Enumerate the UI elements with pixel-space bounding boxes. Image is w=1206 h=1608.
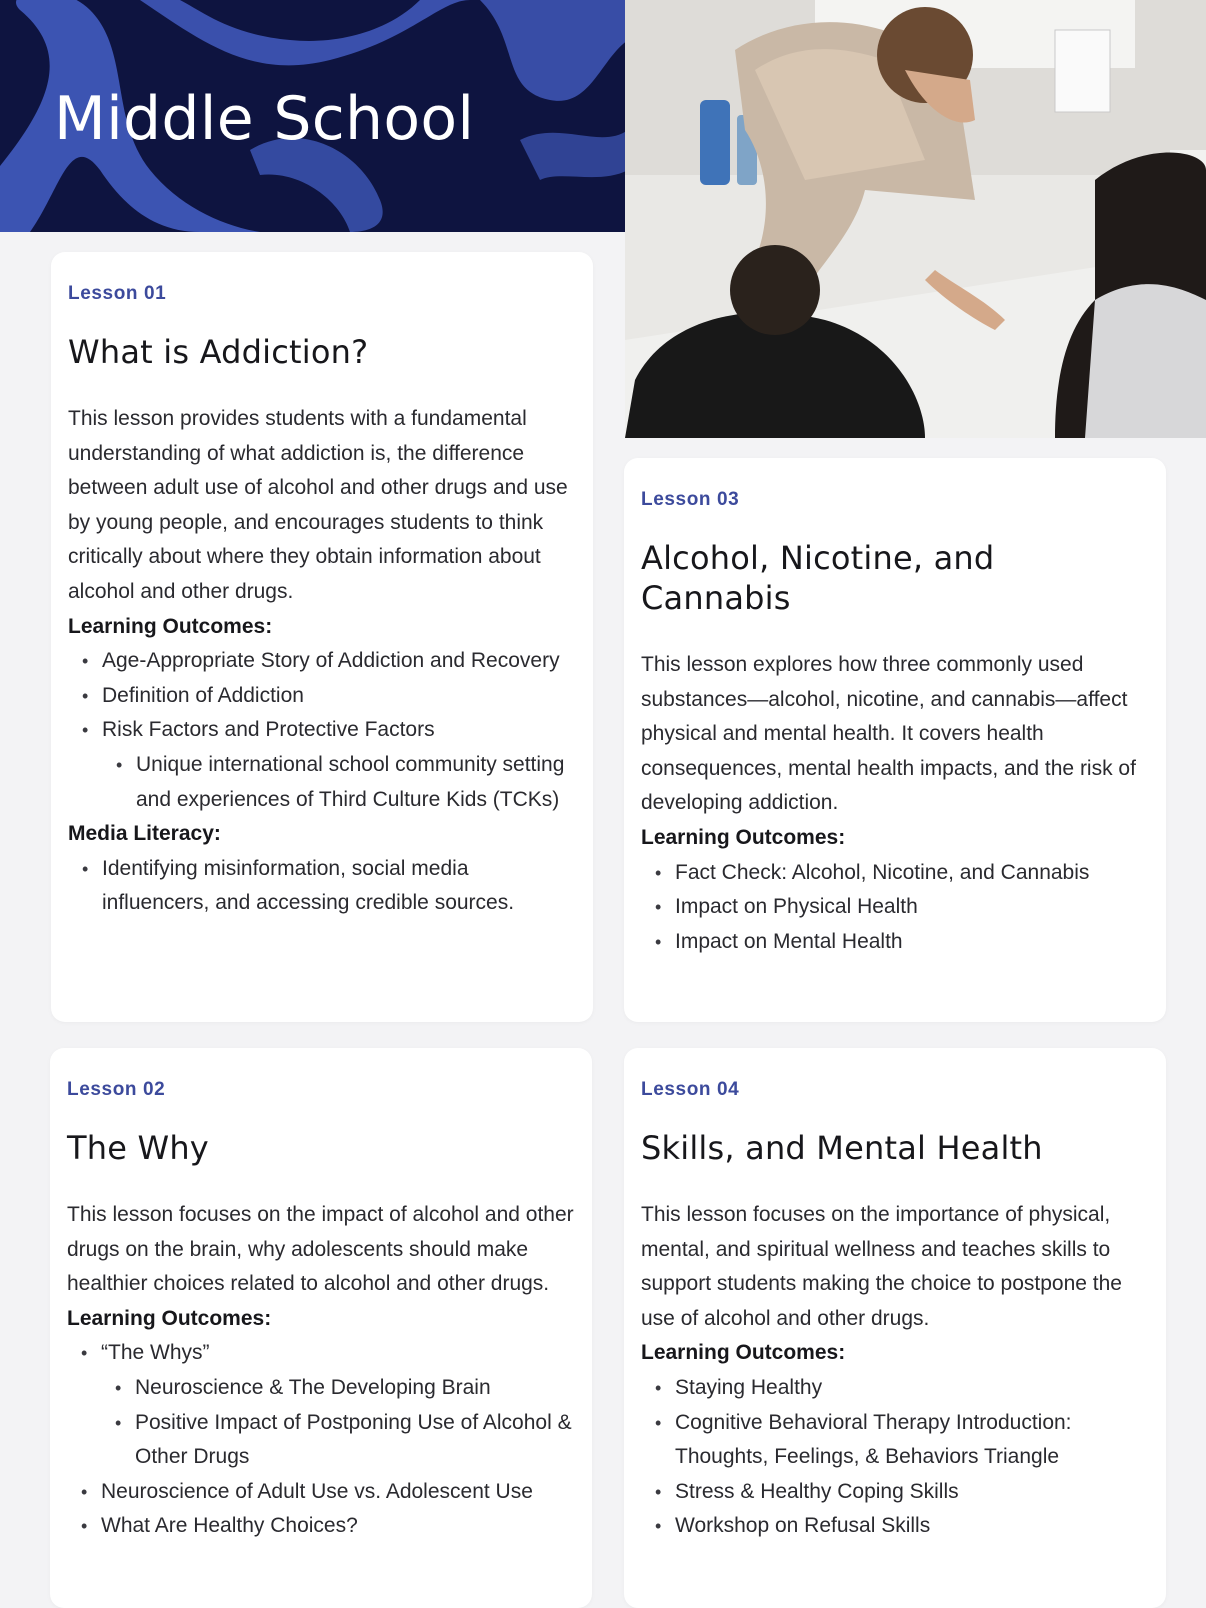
lesson-description: This lesson provides students with a fundamental understanding of what addiction is, the difference between adult use of alcohol and other drugs and use by young people, and encourages students to think critically about where they obtain information about alcohol and other drugs. xyxy=(68,407,568,603)
list-item: • Impact on Physical Health xyxy=(641,890,1148,925)
list-item: • Staying Healthy xyxy=(641,1371,1148,1406)
bullet-icon: • xyxy=(82,651,89,672)
lesson-number: Lesson 04 xyxy=(641,1079,740,1100)
media-literacy-list xyxy=(68,852,575,921)
bullet-icon: • xyxy=(655,897,662,918)
list-item: • Cognitive Behavioral Therapy Introduction: Thoughts, Feelings, & Behaviors Triangle xyxy=(641,1406,1148,1475)
list-item: • Positive Impact of Postponing Use of Alcohol & Other Drugs xyxy=(67,1406,574,1475)
bullet-icon: • xyxy=(82,685,89,706)
list-item: • Fact Check: Alcohol, Nicotine, and Cannabis xyxy=(641,856,1148,891)
hero-banner xyxy=(0,0,628,232)
learning-outcomes-label: Learning Outcomes: xyxy=(68,614,273,638)
bullet-icon: • xyxy=(81,1343,88,1364)
list-item: • Definition of Addiction xyxy=(68,679,575,714)
lesson-card-03 xyxy=(624,458,1166,1022)
lesson-title: Skills, and Mental Health xyxy=(641,1129,1043,1167)
lesson-card-04 xyxy=(624,1048,1166,1608)
list-item: • What Are Healthy Choices? xyxy=(67,1509,574,1544)
lesson-description: This lesson focuses on the impact of alcohol and other drugs on the brain, why adolescents should make healthier choices related to alcohol and other drugs. xyxy=(67,1203,574,1296)
bullet-icon: • xyxy=(116,754,123,775)
lesson-description: This lesson explores how three commonly used substances—alcohol, nicotine, and cannabis—affect physical and mental health. It covers health consequences, mental health impacts, and the risk of developing addiction. xyxy=(641,653,1136,815)
lesson-title: The Why xyxy=(67,1129,209,1167)
bullet-icon: • xyxy=(115,1377,122,1398)
learning-outcomes-list xyxy=(67,1336,574,1544)
learning-outcomes-label: Learning Outcomes: xyxy=(67,1306,272,1330)
list-item: • Unique international school community setting and experiences of Third Culture Kids (TCKs) xyxy=(68,748,575,817)
page-title: Middle School xyxy=(54,84,475,154)
lesson-number: Lesson 01 xyxy=(68,283,167,304)
learning-outcomes-label: Learning Outcomes: xyxy=(641,825,846,849)
learning-outcomes-list xyxy=(68,644,575,817)
lesson-card-01 xyxy=(51,252,593,1022)
list-item: • Risk Factors and Protective Factors xyxy=(68,713,575,748)
lesson-description: This lesson focuses on the importance of physical, mental, and spiritual wellness and teaches skills to support students making the choice to postpone the use of alcohol and other drugs. xyxy=(641,1203,1122,1330)
bullet-icon: • xyxy=(82,858,89,879)
bullet-icon: • xyxy=(655,1516,662,1537)
bullet-icon: • xyxy=(81,1516,88,1537)
list-item: • Neuroscience & The Developing Brain xyxy=(67,1371,574,1406)
list-item: • Stress & Healthy Coping Skills xyxy=(641,1475,1148,1510)
learning-outcomes-label: Learning Outcomes: xyxy=(641,1341,846,1365)
list-item: • Impact on Mental Health xyxy=(641,925,1148,960)
bullet-icon: • xyxy=(115,1412,122,1433)
learning-outcomes-list xyxy=(641,1371,1148,1544)
bullet-icon: • xyxy=(655,1481,662,1502)
list-item: • Identifying misinformation, social media influencers, and accessing credible sources. xyxy=(68,852,575,921)
bullet-icon: • xyxy=(655,1377,662,1398)
lesson-title: Alcohol, Nicotine, and Cannabis xyxy=(641,539,995,617)
lesson-number: Lesson 03 xyxy=(641,489,740,510)
bullet-icon: • xyxy=(655,1412,662,1433)
list-item: • “The Whys” xyxy=(67,1336,574,1371)
bullet-icon: • xyxy=(655,862,662,883)
learning-outcomes-list xyxy=(641,856,1148,960)
bullet-icon: • xyxy=(82,720,89,741)
lesson-title: What is Addiction? xyxy=(68,333,369,371)
bullet-icon: • xyxy=(81,1481,88,1502)
classroom-photo xyxy=(625,0,1206,438)
list-item: • Neuroscience of Adult Use vs. Adolescent Use xyxy=(67,1475,574,1510)
lesson-card-02 xyxy=(50,1048,592,1608)
list-item: • Age-Appropriate Story of Addiction and Recovery xyxy=(68,644,575,679)
list-item: • Workshop on Refusal Skills xyxy=(641,1509,1148,1544)
bullet-icon: • xyxy=(655,931,662,952)
lesson-number: Lesson 02 xyxy=(67,1079,166,1100)
media-literacy-label: Media Literacy: xyxy=(68,822,221,846)
